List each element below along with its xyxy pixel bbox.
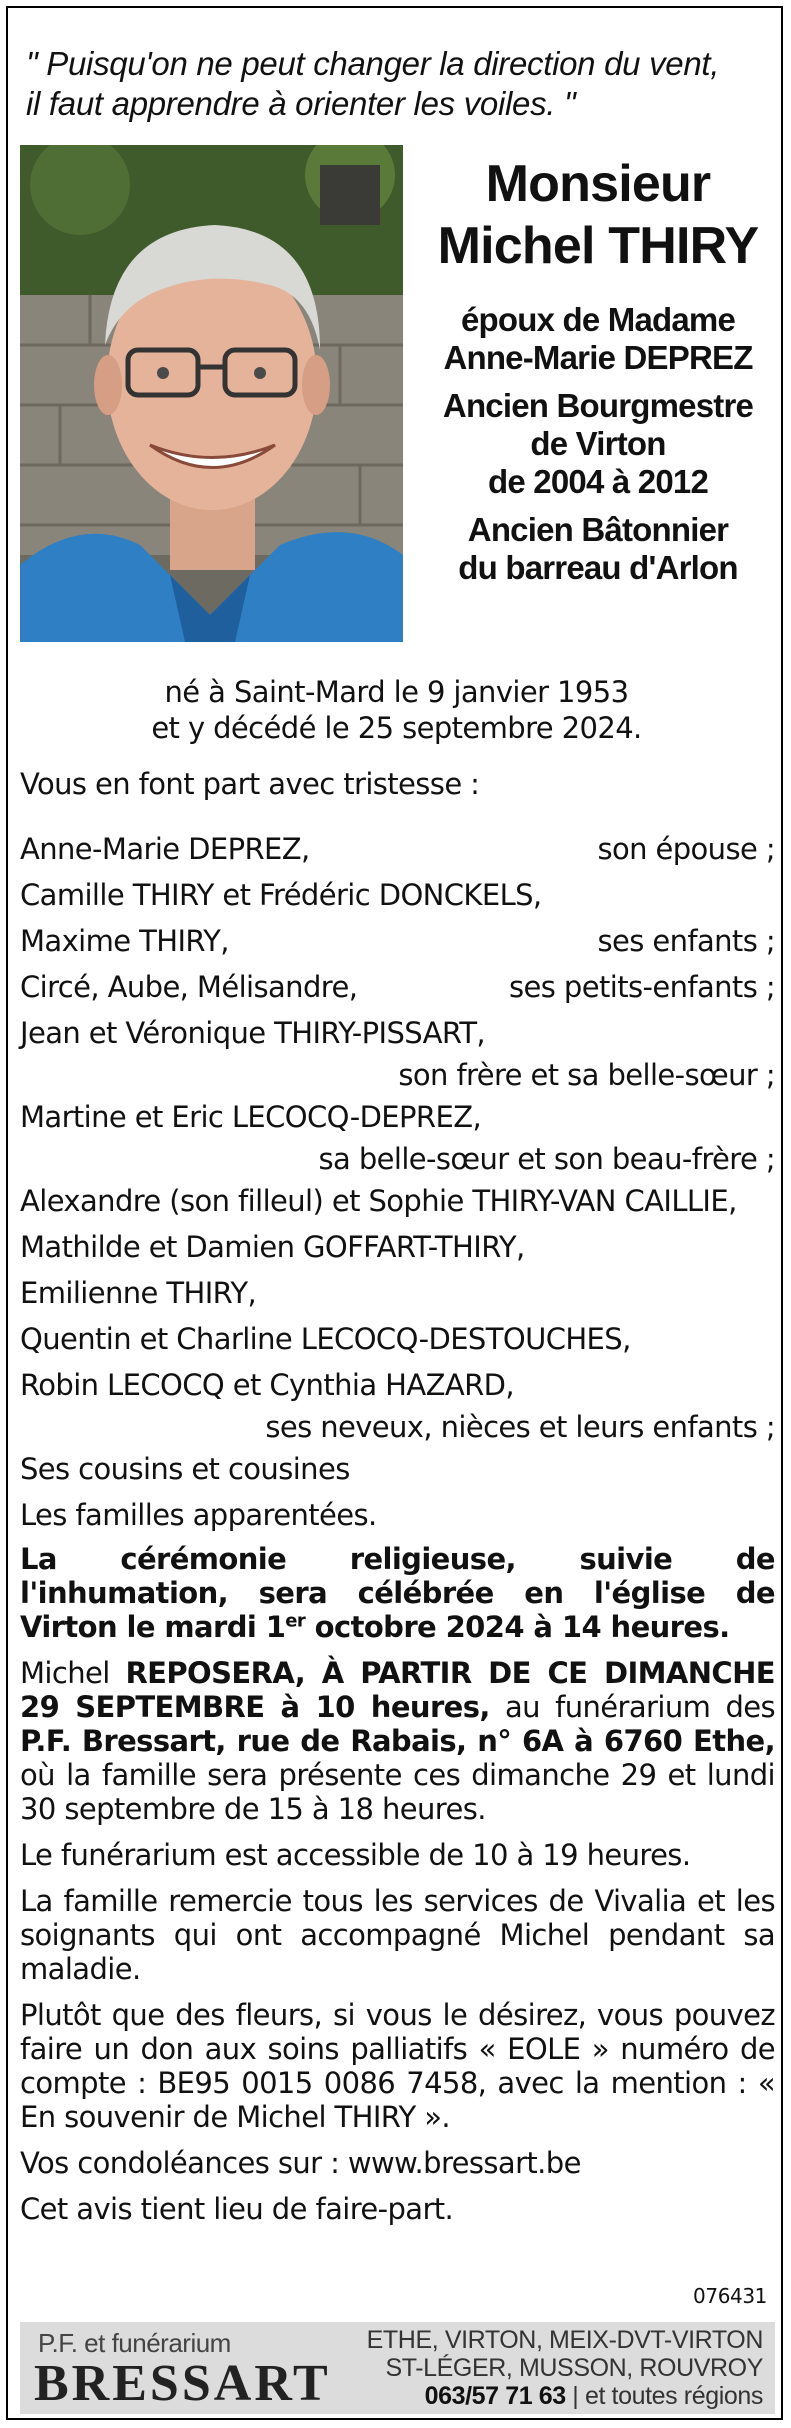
ceremony-text: La cérémonie religieuse, suivie de l'inhumation, sera célébrée en l'église de Virton le mardi 1 (20, 1542, 775, 1644)
towns-line-2: ST-LÉGER, MUSSON, ROUVROY (385, 2354, 763, 2382)
family-relation: ses enfants ; (597, 924, 775, 958)
funeral-home-address: P.F. Bressart, rue de Rabais, n° 6A à 6760 Ethe, (20, 1724, 775, 1758)
family-member: Anne-Marie DEPREZ, (20, 832, 310, 866)
visitation-bold: REPOSERA, À PARTIR DE CE DIMANCHE 29 SEPTEMBRE à 10 heures, (20, 1656, 775, 1724)
family-member: Robin LECOCQ et Cynthia HAZARD, (20, 1368, 514, 1402)
condolences-line: Vos condoléances sur : www.bressart.be (20, 2146, 581, 2180)
family-member: Les familles apparentées. (20, 1498, 377, 1532)
phone-number: 063/57 71 63 (424, 2382, 566, 2410)
civility: Monsieur (485, 155, 711, 213)
family-member: Quentin et Charline LECOCQ-DESTOUCHES, (20, 1322, 631, 1356)
donation-paragraph: Plutôt que des fleurs, si vous le désirez, vous pouvez faire un don aux soins palliatifs « EOLE » numéro de compte : BE95 0015 0086 7458, avec la mention : « En souvenir de Michel THIRY ». (20, 1998, 775, 2134)
family-member: Martine et Eric LECOCQ-DEPREZ, (20, 1100, 482, 1134)
family-row (20, 1178, 775, 1224)
quote-line-1: " Puisqu'on ne peut changer la direction du vent, (26, 45, 720, 82)
family-row (20, 1094, 775, 1140)
family-member: Jean et Véronique THIRY-PISSART, (20, 1016, 486, 1050)
life-dates (8, 674, 785, 746)
family-member: Maxime THIRY, (20, 924, 229, 958)
family-row (20, 1446, 775, 1492)
deceased-name: Michel THIRY (437, 217, 759, 275)
family-member: Circé, Aube, Mélisandre, (20, 970, 358, 1004)
family-member: Alexandre (son filleul) et Sophie THIRY-VAN CAILLIE, (20, 1184, 737, 1218)
towns-line-1: ETHE, VIRTON, MEIX-DVT-VIRTON (366, 2326, 763, 2354)
family-row (20, 1224, 775, 1270)
visitation-text: Michel (20, 1656, 126, 1690)
funeral-home-contact (367, 2326, 763, 2410)
role-1-line-2: de Virton (530, 425, 666, 462)
epigraph-quote (26, 44, 766, 124)
spouse-line-1: époux de Madame (460, 301, 736, 338)
portrait-photo (20, 145, 403, 642)
family-row (20, 1362, 775, 1408)
quote-line-2: il faut apprendre à orienter les voiles. " (26, 85, 576, 122)
phone-line (367, 2382, 763, 2410)
obituary-notice (6, 6, 783, 2420)
funeral-home-banner (20, 2322, 775, 2414)
deceased-header (418, 153, 778, 587)
reference-number: 076431 (693, 2284, 767, 2308)
family-relation: ses petits-enfants ; (509, 970, 775, 1004)
funeral-home-subtitle: P.F. et funérarium (38, 2328, 231, 2358)
family-member: Mathilde et Damien GOFFART-THIRY, (20, 1230, 525, 1264)
ceremony-superscript: er (285, 1610, 306, 1632)
announcement: Vous en font part avec tristesse : (20, 767, 480, 801)
family-relation-line: ses neveux, nièces et leurs enfants ; (265, 1410, 775, 1444)
family-relation-line: son frère et sa belle-sœur ; (398, 1058, 775, 1092)
thanks-paragraph: La famille remercie tous les services de Vivalia et les soignants qui ont accompagné Michel pendant sa maladie. (20, 1884, 775, 1986)
family-row (20, 872, 775, 918)
service-details (20, 1542, 775, 2238)
visitation-text: au funérarium des (489, 1690, 775, 1724)
family-relation: son épouse ; (597, 832, 775, 866)
ceremony-text-end: octobre 2024 à 14 heures. (305, 1610, 730, 1644)
family-row (20, 1492, 775, 1538)
visitation-paragraph (20, 1656, 775, 1826)
family-list (20, 826, 775, 1538)
role-2-line-1: Ancien Bâtonnier (467, 511, 729, 548)
role-2-line-2: du barreau d'Arlon (458, 549, 738, 586)
hours-paragraph: Le funérarium est accessible de 10 à 19 heures. (20, 1838, 691, 1872)
family-row (20, 1270, 775, 1316)
spouse-line-2: Anne-Marie DEPREZ (443, 339, 753, 376)
family-member: Ses cousins et cousines (20, 1452, 350, 1486)
family-relation-line: sa belle-sœur et son beau-frère ; (318, 1142, 775, 1176)
notice-line: Cet avis tient lieu de faire-part. (20, 2192, 454, 2226)
visitation-text: où la famille sera présente ces dimanche 29 et lundi 30 septembre de 15 à 18 heures. (20, 1758, 775, 1826)
family-member: Camille THIRY et Frédéric DONCKELS, (20, 878, 542, 912)
family-row (20, 964, 775, 1010)
regions-text: | et toutes régions (565, 2382, 763, 2410)
family-row (20, 1316, 775, 1362)
funeral-home-logo: BRESSART (34, 2355, 331, 2412)
role-1-line-3: de 2004 à 2012 (488, 463, 708, 500)
ceremony-paragraph (20, 1542, 775, 1644)
family-member: Emilienne THIRY, (20, 1276, 257, 1310)
death-line: et y décédé le 25 septembre 2024. (151, 711, 642, 745)
family-row (20, 826, 775, 872)
birth-line: né à Saint-Mard le 9 janvier 1953 (164, 675, 629, 709)
role-1-line-1: Ancien Bourgmestre (442, 387, 754, 424)
family-row (20, 1010, 775, 1056)
family-row (20, 918, 775, 964)
